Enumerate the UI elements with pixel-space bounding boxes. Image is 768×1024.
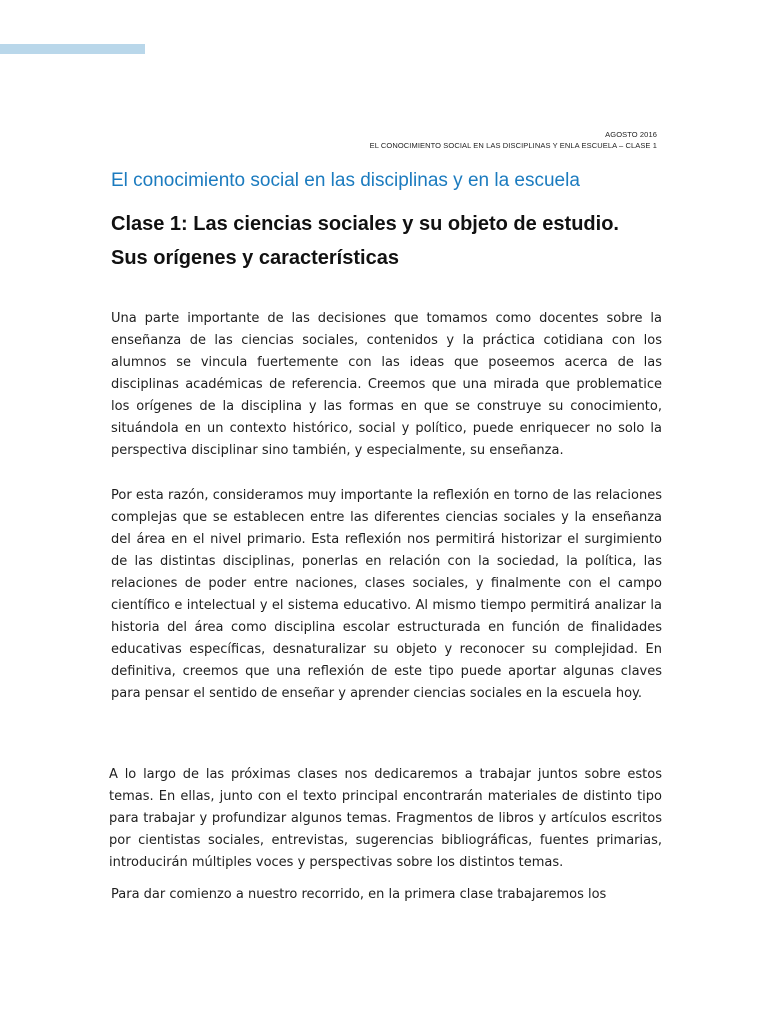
header-date: AGOSTO 2016 — [605, 130, 657, 139]
course-title: El conocimiento social en las disciplinas y en la escuela — [111, 170, 580, 191]
body-paragraph-2: Por esta razón, consideramos muy importante la reflexión en torno de las relaciones complejas que se establecen entre las diferentes ciencias sociales y la enseñanza del área en el nivel primario. Esta reflexión nos permitirá historizar el surgimiento de las distintas disciplinas, ponerlas en relación con la sociedad, la política, las relaciones de poder entre naciones, clases sociales, y finalmente con el campo científico e intelectual y el sistema educativo. Al mismo tiempo permitirá analizar la historia del área como disciplina escolar estructurada en función de finalidades educativas específicas, desnaturalizar su objeto y reconocer su complejidad. En definitiva, creemos que una reflexión de este tipo puede aportar algunas claves para pensar el sentido de enseñar y aprender ciencias sociales en la escuela hoy. — [111, 488, 662, 701]
body-paragraph-3: A lo largo de las próximas clases nos dedicaremos a trabajar juntos sobre estos temas. En ellas, junto con el texto principal encontrarán materiales de distinto tipo para trabajar y profundizar algunos temas. Fragmentos de libros y artículos escritos por cientistas sociales, entrevistas, sugerencias bibliográficas, fuentes primarias, introducirán múltiples voces y perspectivas sobre los distintos temas. — [109, 767, 662, 870]
class-title-line-1: Clase 1: Las ciencias sociales y su objeto de estudio. — [111, 213, 619, 235]
body-paragraph-4: Para dar comienzo a nuestro recorrido, en la primera clase trabajaremos los — [111, 887, 607, 902]
header-course-line: EL CONOCIMIENTO SOCIAL EN LAS DISCIPLINAS Y ENLA ESCUELA – CLASE 1 — [369, 141, 657, 150]
top-decorative-rule — [0, 44, 145, 54]
body-paragraph-1: Una parte importante de las decisiones que tomamos como docentes sobre la enseñanza de las ciencias sociales, contenidos y la práctica cotidiana con los alumnos se vincula fuertemente con las ideas que poseemos acerca de las disciplinas académicas de referencia. Creemos que una mirada que problematice los orígenes de la disciplina y las formas en que se construye su conocimiento, situándola en un contexto histórico, social y político, puede enriquecer no solo la perspectiva disciplinar sino también, y especialmente, su enseñanza. — [111, 311, 662, 458]
class-title — [111, 207, 671, 275]
document-header — [370, 129, 657, 151]
class-title-line-2: Sus orígenes y características — [111, 247, 399, 269]
